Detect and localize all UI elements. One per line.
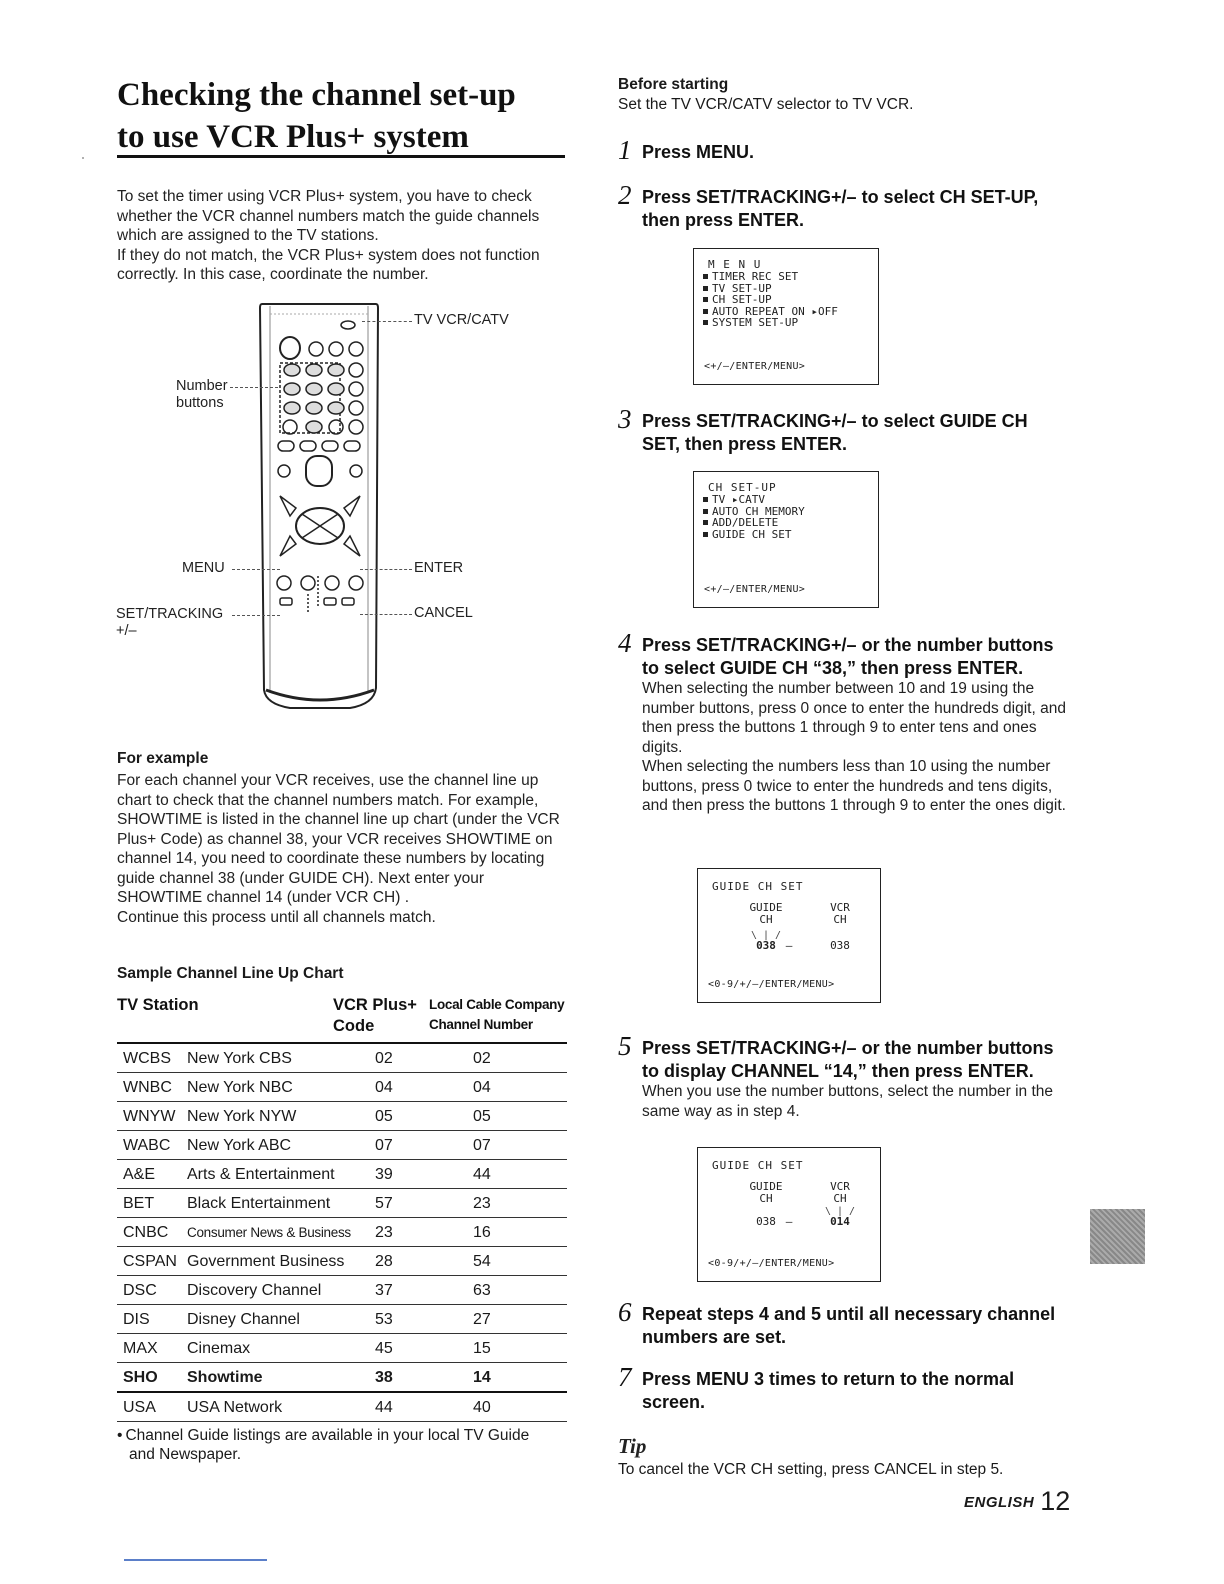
ch-setup-screen-footer: <+/–/ENTER/MENU>	[704, 583, 806, 595]
table-body	[117, 1044, 567, 1422]
title-rule	[117, 155, 565, 158]
cell-station-name: New York ABC	[187, 1137, 292, 1154]
listing-note	[117, 1426, 577, 1464]
cell-station-name: New York NBC	[187, 1079, 293, 1096]
cell-station-code: SHO	[123, 1369, 158, 1386]
step-description	[642, 1082, 1068, 1121]
header-cable-2: Channel Number	[429, 1017, 533, 1032]
bullet-square-icon	[703, 320, 708, 325]
bullet-square-icon	[703, 274, 708, 279]
before-starting-heading: Before starting	[618, 76, 729, 93]
step-6	[618, 1297, 1068, 1348]
bullet-square-icon	[703, 286, 708, 291]
guide-value-blinking: 038	[756, 939, 776, 952]
step-title: Press SET/TRACKING+/– to select CH SET-UP, then press ENTER.	[642, 187, 1039, 230]
cell-vcr-code: 05	[375, 1108, 393, 1125]
step-number: 7	[618, 1362, 632, 1392]
leader-set-tracking	[232, 615, 280, 616]
chart-heading: Sample Channel Line Up Chart	[117, 965, 344, 982]
leader-cancel	[360, 614, 412, 615]
step-title: Press SET/TRACKING+/– or the number buttons to display CHANNEL “14,” then press ENTER.	[642, 1038, 1054, 1081]
step-number: 2	[618, 180, 632, 210]
cell-station-name: New York NYW	[187, 1108, 297, 1125]
menu-item-auto-repeat: AUTO REPEAT ON ▸OFF	[703, 306, 838, 318]
note-line-1: Channel Guide listings are available in your local TV Guide	[125, 1427, 530, 1444]
ch-setup-screen-header: CH SET-UP	[708, 481, 777, 494]
ch-setup-item-auto-ch-memory: AUTO CH MEMORY	[703, 506, 805, 518]
callout-cancel: CANCEL	[414, 605, 473, 621]
cell-station-name: New York CBS	[187, 1050, 292, 1067]
step-title: Press SET/TRACKING+/– or the number buttons to select GUIDE CH “38,” then press ENTER.	[642, 635, 1054, 678]
menu-screen-header: M E N U	[708, 258, 762, 271]
cell-station-code: MAX	[123, 1340, 158, 1357]
guide-screen-footer: <0-9/+/–/ENTER/MENU>	[708, 1257, 835, 1269]
cell-vcr-code: 57	[375, 1195, 393, 1212]
cell-station-name: Arts & Entertainment	[187, 1166, 335, 1183]
table-row	[117, 1160, 567, 1189]
before-starting-text: Set the TV VCR/CATV selector to TV VCR.	[618, 96, 914, 113]
vcr-value-blinking: 014	[830, 1215, 850, 1228]
table-row	[117, 1305, 567, 1334]
cell-cable-number: 16	[473, 1224, 491, 1241]
leader-tv-vcr-catv	[362, 321, 412, 322]
example-paragraph-1: For each channel your VCR receives, use the channel line up chart to check that the channel numbers match. For example, SHOWTIME is listed in the channel line up chart (under the VCR Plus+ Code) as channel 38, your VCR receives SHOWTIME on channel 14, you need to coordinate these numbers by locating guide channel 38 (under GUIDE CH). Next enter your SHOWTIME channel 14 (under VCR CH) .	[117, 772, 560, 906]
cell-vcr-code: 37	[375, 1282, 393, 1299]
menu-item-ch-set-up: CH SET-UP	[703, 294, 838, 306]
cell-station-name: Showtime	[187, 1369, 263, 1386]
cell-station-code: WCBS	[123, 1050, 171, 1067]
guide-col-label: GUIDE CH	[749, 901, 783, 926]
step-3	[618, 404, 1068, 455]
leader-menu	[232, 569, 280, 570]
menu-item-tv-set-up: TV SET-UP	[703, 283, 838, 295]
guide-screen-footer: <0-9/+/–/ENTER/MENU>	[708, 978, 835, 990]
step-2	[618, 180, 1068, 231]
table-row	[117, 1131, 567, 1160]
language-label: ENGLISH	[964, 1494, 1035, 1511]
step-5	[618, 1031, 1068, 1121]
ch-setup-screen	[693, 471, 879, 608]
table-row	[117, 1334, 567, 1363]
table-row	[117, 1218, 567, 1247]
cell-station-code: DSC	[123, 1282, 157, 1299]
table-row-highlighted	[117, 1363, 567, 1393]
leader-number-buttons	[230, 387, 278, 388]
note-bullet: •	[117, 1427, 123, 1444]
callout-tv-vcr-catv: TV VCR/CATV	[414, 312, 509, 328]
cell-station-code: CNBC	[123, 1224, 169, 1241]
cell-station-name: Government Business	[187, 1253, 345, 1270]
step-number: 4	[618, 628, 632, 658]
cell-vcr-code: 45	[375, 1340, 393, 1357]
bullet-square-icon	[703, 309, 708, 314]
cell-cable-number: 02	[473, 1050, 491, 1067]
menu-item-timer-rec-set: TIMER REC SET	[703, 271, 838, 283]
cell-cable-number: 54	[473, 1253, 491, 1270]
step-4	[618, 628, 1068, 816]
example-paragraph-2: Continue this process until all channels match.	[117, 908, 436, 926]
vcr-value: 038	[830, 939, 850, 952]
callout-enter: ENTER	[414, 560, 464, 576]
page-footer	[964, 1486, 1070, 1517]
value-separator: –	[785, 939, 793, 952]
menu-item-system-set-up: SYSTEM SET-UP	[703, 317, 838, 329]
cell-station-name: Consumer News & Business	[187, 1225, 351, 1240]
cell-vcr-code: 02	[375, 1050, 393, 1067]
cell-cable-number: 44	[473, 1166, 491, 1183]
step-5-desc-1: When you use the number buttons, select the number in the same way as in step 4.	[642, 1083, 1053, 1120]
intro-paragraph-1: To set the timer using VCR Plus+ system, you have to check whether the VCR channel numbers match the guide channels which are assigned to the TV stations.	[117, 188, 540, 244]
tip-text: To cancel the VCR CH setting, press CANCEL in step 5.	[618, 1461, 1004, 1478]
cell-station-code: BET	[123, 1195, 155, 1212]
callout-set-tracking: SET/TRACKING	[116, 606, 224, 622]
remote-control-illustration	[110, 298, 590, 718]
step-number: 6	[618, 1297, 632, 1327]
step-4-desc-2: When selecting the numbers less than 10 using the number buttons, press 0 twice to enter the hundreds and tens digits, and then press the buttons 1 through 9 to enter the ones digit.	[642, 758, 1066, 814]
cell-station-code: WABC	[123, 1137, 171, 1154]
ch-setup-item-tv-catv: TV ▸CATV	[703, 494, 805, 506]
guide-screen-header: GUIDE CH SET	[712, 1159, 804, 1172]
table-row	[117, 1044, 567, 1073]
step-title: Press MENU 3 times to return to the normal screen.	[642, 1369, 1015, 1412]
guide-value: 038	[756, 1215, 776, 1228]
callout-number-buttons-2: buttons	[176, 395, 224, 411]
header-tv-station: TV Station	[117, 996, 199, 1014]
stray-mark	[82, 157, 84, 159]
cell-station-code: A&E	[123, 1166, 156, 1183]
step-title: Press MENU.	[642, 142, 755, 162]
step-number: 3	[618, 404, 632, 434]
blink-rays-icon: \ | /	[824, 1206, 856, 1217]
ch-setup-item-add-delete: ADD/DELETE	[703, 517, 805, 529]
cell-cable-number: 14	[473, 1369, 491, 1386]
cell-station-code: DIS	[123, 1311, 150, 1328]
title-line-1: Checking the channel set-up	[117, 77, 516, 113]
ch-setup-screen-items	[703, 494, 805, 540]
remote-diagram	[110, 298, 590, 718]
table-row	[117, 1073, 567, 1102]
table-row	[117, 1189, 567, 1218]
cell-station-code: USA	[123, 1399, 156, 1416]
cell-vcr-code: 23	[375, 1224, 393, 1241]
table-header	[117, 994, 567, 1044]
intro-paragraph-2: If they do not match, the VCR Plus+ system does not function correctly. In this case, coordinate the number.	[117, 246, 540, 283]
guide-ch-screen-step4	[697, 868, 881, 1003]
vcr-col-label: VCR CH	[830, 1180, 850, 1205]
cell-cable-number: 05	[473, 1108, 491, 1125]
header-vcr-plus-1: VCR Plus+	[333, 996, 417, 1014]
example-heading: For example	[117, 750, 209, 767]
step-title: Press SET/TRACKING+/– to select GUIDE CH SET, then press ENTER.	[642, 411, 1028, 454]
example-text	[117, 771, 572, 927]
page-number: 12	[1040, 1486, 1071, 1516]
callout-plus-minus: +/–	[116, 623, 137, 639]
menu-screen	[693, 248, 879, 385]
cell-vcr-code: 07	[375, 1137, 393, 1154]
channel-lineup-table	[117, 994, 567, 1422]
callout-number-buttons-1: Number	[176, 378, 228, 394]
bullet-square-icon	[703, 297, 708, 302]
header-vcr-plus-2: Code	[333, 1017, 375, 1035]
cell-station-name: Discovery Channel	[187, 1282, 322, 1299]
step-number: 5	[618, 1031, 632, 1061]
guide-col-label: GUIDE CH	[749, 1180, 783, 1205]
step-number: 1	[618, 135, 632, 165]
bullet-square-icon	[703, 532, 708, 537]
cell-station-code: WNBC	[123, 1079, 172, 1096]
bullet-square-icon	[703, 509, 708, 514]
step-7	[618, 1362, 1068, 1413]
value-separator: –	[785, 1215, 793, 1228]
step-4-desc-1: When selecting the number between 10 and 19 using the number buttons, press 0 once to enter the hundreds digit, and then press the buttons 1 through 9 to enter tens and ones digits.	[642, 680, 1066, 756]
cell-vcr-code: 38	[375, 1369, 393, 1386]
cell-cable-number: 15	[473, 1340, 491, 1357]
cell-vcr-code: 39	[375, 1166, 393, 1183]
ch-setup-item-guide-ch-set: GUIDE CH SET	[703, 529, 805, 541]
table-row	[117, 1102, 567, 1131]
bullet-square-icon	[703, 497, 708, 502]
step-1	[618, 135, 1068, 165]
cell-station-name: Disney Channel	[187, 1311, 300, 1328]
menu-screen-items	[703, 271, 838, 329]
cell-station-name: Cinemax	[187, 1340, 251, 1357]
vcr-col-label: VCR CH	[830, 901, 850, 926]
cell-vcr-code: 44	[375, 1399, 393, 1416]
cell-station-name: USA Network	[187, 1399, 283, 1416]
cell-station-code: CSPAN	[123, 1253, 177, 1270]
header-cable-1: Local Cable Company	[429, 997, 565, 1012]
intro-text	[117, 187, 572, 285]
blink-rays-icon: \ | /	[750, 930, 782, 941]
cell-vcr-code: 28	[375, 1253, 393, 1270]
guide-screen-header: GUIDE CH SET	[712, 880, 804, 893]
guide-ch-screen-step5	[697, 1147, 881, 1282]
menu-screen-footer: <+/–/ENTER/MENU>	[704, 360, 806, 372]
table-row	[117, 1393, 567, 1422]
page-title	[117, 74, 567, 158]
bullet-square-icon	[703, 520, 708, 525]
table-row	[117, 1247, 567, 1276]
section-tab-marker	[1090, 1209, 1145, 1264]
cell-station-name: Black Entertainment	[187, 1195, 331, 1212]
bottom-underline	[124, 1559, 267, 1561]
table-row	[117, 1276, 567, 1305]
cell-vcr-code: 04	[375, 1079, 393, 1096]
title-line-2: to use VCR Plus+ system	[117, 119, 469, 155]
cell-station-code: WNYW	[123, 1108, 176, 1125]
cell-cable-number: 07	[473, 1137, 491, 1154]
step-title: Repeat steps 4 and 5 until all necessary channel numbers are set.	[642, 1304, 1056, 1347]
cell-cable-number: 04	[473, 1079, 491, 1096]
leader-enter	[360, 569, 412, 570]
cell-cable-number: 40	[473, 1399, 491, 1416]
cell-cable-number: 63	[473, 1282, 491, 1299]
tip-label: Tip	[618, 1434, 647, 1458]
note-line-2: and Newspaper.	[129, 1446, 242, 1463]
step-description	[642, 679, 1068, 816]
cell-vcr-code: 53	[375, 1311, 393, 1328]
callout-menu: MENU	[182, 560, 225, 576]
cell-cable-number: 27	[473, 1311, 491, 1328]
cell-cable-number: 23	[473, 1195, 491, 1212]
